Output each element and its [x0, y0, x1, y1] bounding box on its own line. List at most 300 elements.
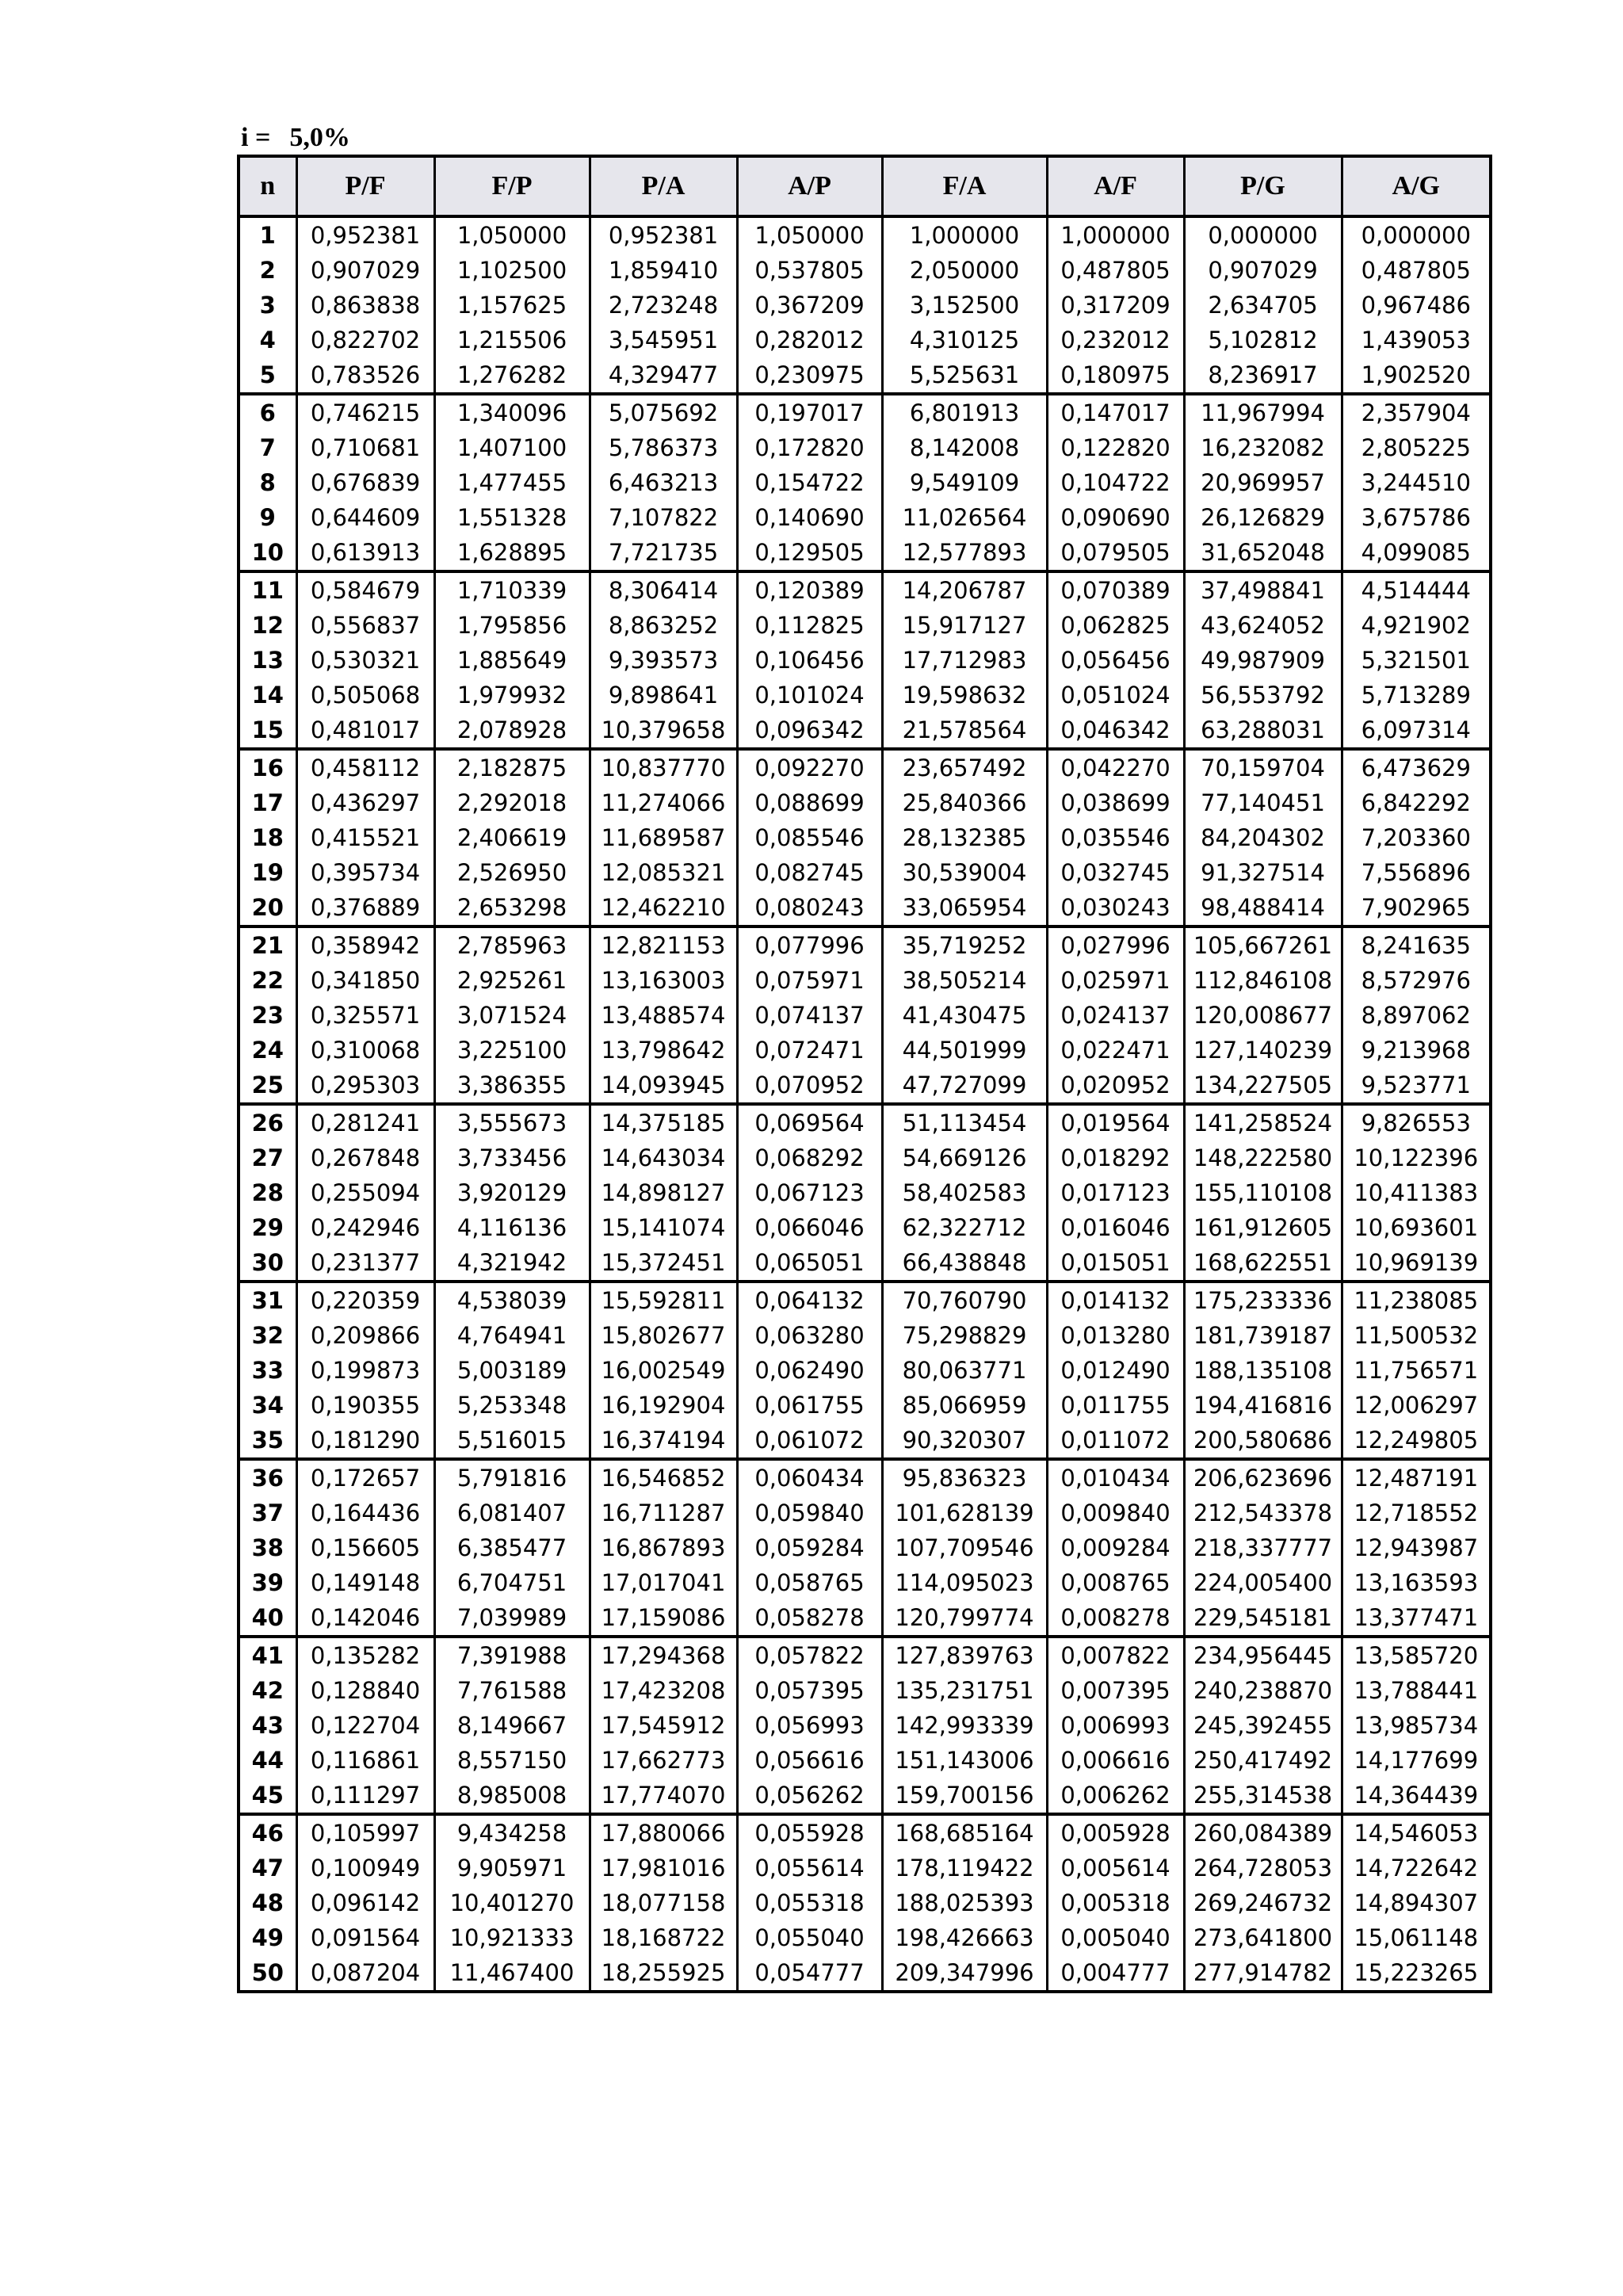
- period-cell: 41: [239, 1637, 296, 1673]
- factor-cell: 15,917127: [882, 608, 1047, 643]
- factor-cell: 15,141074: [590, 1210, 737, 1245]
- factor-cell: 0,281241: [296, 1104, 434, 1140]
- factor-cell: 5,102812: [1184, 323, 1342, 357]
- factor-cell: 168,622551: [1184, 1245, 1342, 1282]
- factor-cell: 0,317209: [1047, 288, 1184, 323]
- factor-cell: 11,467400: [434, 1955, 590, 1992]
- factor-cell: 0,056262: [737, 1778, 882, 1814]
- factor-cell: 112,846108: [1184, 963, 1342, 998]
- factor-cell: 12,577893: [882, 535, 1047, 571]
- period-cell: 27: [239, 1140, 296, 1175]
- factor-cell: 17,981016: [590, 1851, 737, 1885]
- table-row: [239, 608, 1491, 643]
- factor-cell: 0,020952: [1047, 1068, 1184, 1104]
- factor-cell: 1,859410: [590, 253, 737, 288]
- factor-cell: 0,068292: [737, 1140, 882, 1175]
- factor-cell: 0,070952: [737, 1068, 882, 1104]
- factor-cell: 134,227505: [1184, 1068, 1342, 1104]
- table-row: [239, 1955, 1491, 1992]
- column-header: A/F: [1047, 156, 1184, 216]
- period-cell: 8: [239, 465, 296, 500]
- period-cell: 17: [239, 785, 296, 820]
- factor-cell: 240,238870: [1184, 1673, 1342, 1708]
- factor-cell: 8,572976: [1342, 963, 1491, 998]
- factor-cell: 0,112825: [737, 608, 882, 643]
- factor-cell: 13,163593: [1342, 1565, 1491, 1600]
- factor-cell: 0,530321: [296, 643, 434, 678]
- factor-cell: 90,320307: [882, 1423, 1047, 1459]
- column-header: A/G: [1342, 156, 1491, 216]
- factor-cell: 8,863252: [590, 608, 737, 643]
- factor-cell: 5,713289: [1342, 678, 1491, 712]
- period-cell: 15: [239, 712, 296, 749]
- factor-cell: 8,241635: [1342, 926, 1491, 963]
- table-row: [239, 998, 1491, 1033]
- factor-cell: 12,006297: [1342, 1388, 1491, 1423]
- factor-cell: 62,322712: [882, 1210, 1047, 1245]
- table-row: [239, 820, 1491, 855]
- factor-cell: 188,135108: [1184, 1353, 1342, 1388]
- factor-cell: 206,623696: [1184, 1459, 1342, 1496]
- period-cell: 38: [239, 1530, 296, 1565]
- table-row: [239, 855, 1491, 890]
- factor-cell: 85,066959: [882, 1388, 1047, 1423]
- factor-cell: 0,907029: [296, 253, 434, 288]
- factor-cell: 0,058765: [737, 1565, 882, 1600]
- period-cell: 7: [239, 430, 296, 465]
- factor-cell: 19,598632: [882, 678, 1047, 712]
- period-cell: 46: [239, 1814, 296, 1851]
- factor-cell: 0,710681: [296, 430, 434, 465]
- period-cell: 34: [239, 1388, 296, 1423]
- period-cell: 19: [239, 855, 296, 890]
- table-row: [239, 1743, 1491, 1778]
- period-cell: 3: [239, 288, 296, 323]
- factor-cell: 0,009284: [1047, 1530, 1184, 1565]
- period-cell: 49: [239, 1920, 296, 1955]
- factor-cell: 1,157625: [434, 288, 590, 323]
- factor-cell: 2,078928: [434, 712, 590, 749]
- factor-cell: 23,657492: [882, 749, 1047, 785]
- table-row: [239, 712, 1491, 749]
- factor-cell: 6,801913: [882, 394, 1047, 430]
- factor-cell: 0,014132: [1047, 1282, 1184, 1318]
- factor-cell: 0,255094: [296, 1175, 434, 1210]
- factor-cell: 0,013280: [1047, 1318, 1184, 1353]
- factor-cell: 0,367209: [737, 288, 882, 323]
- factor-cell: 1,885649: [434, 643, 590, 678]
- factor-cell: 4,538039: [434, 1282, 590, 1318]
- factor-cell: 0,092270: [737, 749, 882, 785]
- factor-cell: 0,062825: [1047, 608, 1184, 643]
- table-row: [239, 394, 1491, 430]
- factor-cell: 0,147017: [1047, 394, 1184, 430]
- period-cell: 50: [239, 1955, 296, 1992]
- factor-cell: 0,085546: [737, 820, 882, 855]
- factor-cell: 0,952381: [296, 216, 434, 253]
- factor-cell: 2,634705: [1184, 288, 1342, 323]
- factor-cell: 12,943987: [1342, 1530, 1491, 1565]
- factor-cell: 14,364439: [1342, 1778, 1491, 1814]
- factor-cell: 11,756571: [1342, 1353, 1491, 1388]
- factor-cell: 7,203360: [1342, 820, 1491, 855]
- table-row: [239, 1140, 1491, 1175]
- column-header: P/G: [1184, 156, 1342, 216]
- table-row: [239, 1423, 1491, 1459]
- factor-cell: 15,802677: [590, 1318, 737, 1353]
- factor-cell: 0,105997: [296, 1814, 434, 1851]
- factor-cell: 0,096142: [296, 1885, 434, 1920]
- factor-cell: 0,436297: [296, 785, 434, 820]
- factor-cell: 224,005400: [1184, 1565, 1342, 1600]
- table-row: [239, 1459, 1491, 1496]
- factor-cell: 7,902965: [1342, 890, 1491, 926]
- factor-cell: 1,407100: [434, 430, 590, 465]
- table-row: [239, 749, 1491, 785]
- factor-cell: 14,894307: [1342, 1885, 1491, 1920]
- period-cell: 42: [239, 1673, 296, 1708]
- period-cell: 11: [239, 571, 296, 608]
- factor-cell: 4,764941: [434, 1318, 590, 1353]
- factor-cell: 2,653298: [434, 890, 590, 926]
- factor-cell: 5,321501: [1342, 643, 1491, 678]
- interest-factor-table: [237, 155, 1492, 1993]
- factor-cell: 0,000000: [1184, 216, 1342, 253]
- factor-cell: 28,132385: [882, 820, 1047, 855]
- table-row: [239, 1068, 1491, 1104]
- factor-cell: 2,925261: [434, 963, 590, 998]
- factor-cell: 0,007395: [1047, 1673, 1184, 1708]
- factor-cell: 1,050000: [737, 216, 882, 253]
- period-cell: 36: [239, 1459, 296, 1496]
- factor-cell: 0,822702: [296, 323, 434, 357]
- rate-symbol: i =: [241, 123, 271, 152]
- factor-cell: 2,182875: [434, 749, 590, 785]
- factor-cell: 11,026564: [882, 500, 1047, 535]
- factor-cell: 3,555673: [434, 1104, 590, 1140]
- table-row: [239, 1496, 1491, 1530]
- period-cell: 32: [239, 1318, 296, 1353]
- factor-cell: 0,100949: [296, 1851, 434, 1885]
- table-row: [239, 1851, 1491, 1885]
- factor-cell: 0,027996: [1047, 926, 1184, 963]
- factor-cell: 3,152500: [882, 288, 1047, 323]
- factor-cell: 0,180975: [1047, 357, 1184, 394]
- factor-cell: 17,662773: [590, 1743, 737, 1778]
- period-cell: 20: [239, 890, 296, 926]
- factor-cell: 0,154722: [737, 465, 882, 500]
- factor-cell: 0,190355: [296, 1388, 434, 1423]
- table-row: [239, 1530, 1491, 1565]
- factor-cell: 107,709546: [882, 1530, 1047, 1565]
- table-row: [239, 1175, 1491, 1210]
- factor-cell: 0,863838: [296, 288, 434, 323]
- table-row: [239, 963, 1491, 998]
- factor-cell: 95,836323: [882, 1459, 1047, 1496]
- factor-cell: 6,463213: [590, 465, 737, 500]
- factor-cell: 0,295303: [296, 1068, 434, 1104]
- factor-cell: 18,255925: [590, 1955, 737, 1992]
- factor-cell: 8,306414: [590, 571, 737, 608]
- factor-cell: 0,199873: [296, 1353, 434, 1388]
- factor-cell: 0,142046: [296, 1600, 434, 1637]
- factor-cell: 188,025393: [882, 1885, 1047, 1920]
- factor-cell: 16,002549: [590, 1353, 737, 1388]
- factor-cell: 0,231377: [296, 1245, 434, 1282]
- factor-cell: 194,416816: [1184, 1388, 1342, 1423]
- factor-cell: 0,061072: [737, 1423, 882, 1459]
- factor-cell: 17,423208: [590, 1673, 737, 1708]
- factor-cell: 43,624052: [1184, 608, 1342, 643]
- factor-cell: 0,129505: [737, 535, 882, 571]
- period-cell: 43: [239, 1708, 296, 1743]
- factor-cell: 0,116861: [296, 1743, 434, 1778]
- factor-cell: 0,022471: [1047, 1033, 1184, 1068]
- factor-cell: 0,006262: [1047, 1778, 1184, 1814]
- factor-cell: 56,553792: [1184, 678, 1342, 712]
- table-row: [239, 357, 1491, 394]
- factor-cell: 14,643034: [590, 1140, 737, 1175]
- factor-cell: 54,669126: [882, 1140, 1047, 1175]
- factor-cell: 5,786373: [590, 430, 737, 465]
- factor-cell: 9,898641: [590, 678, 737, 712]
- factor-cell: 0,008278: [1047, 1600, 1184, 1637]
- factor-cell: 178,119422: [882, 1851, 1047, 1885]
- factor-cell: 8,142008: [882, 430, 1047, 465]
- factor-cell: 114,095023: [882, 1565, 1047, 1600]
- factor-cell: 0,128840: [296, 1673, 434, 1708]
- factor-cell: 0,087204: [296, 1955, 434, 1992]
- factor-cell: 0,019564: [1047, 1104, 1184, 1140]
- factor-cell: 0,074137: [737, 998, 882, 1033]
- factor-cell: 0,005318: [1047, 1885, 1184, 1920]
- factor-cell: 0,015051: [1047, 1245, 1184, 1282]
- factor-cell: 9,523771: [1342, 1068, 1491, 1104]
- factor-cell: 0,025971: [1047, 963, 1184, 998]
- factor-cell: 209,347996: [882, 1955, 1047, 1992]
- factor-cell: 6,473629: [1342, 749, 1491, 785]
- factor-cell: 35,719252: [882, 926, 1047, 963]
- factor-cell: 1,102500: [434, 253, 590, 288]
- factor-cell: 7,391988: [434, 1637, 590, 1673]
- factor-cell: 175,233336: [1184, 1282, 1342, 1318]
- factor-cell: 0,006993: [1047, 1708, 1184, 1743]
- factor-cell: 1,551328: [434, 500, 590, 535]
- factor-cell: 9,826553: [1342, 1104, 1491, 1140]
- factor-cell: 2,805225: [1342, 430, 1491, 465]
- table-row: [239, 535, 1491, 571]
- factor-cell: 0,120389: [737, 571, 882, 608]
- factor-cell: 16,232082: [1184, 430, 1342, 465]
- column-header: P/F: [296, 156, 434, 216]
- period-cell: 6: [239, 394, 296, 430]
- factor-cell: 16,546852: [590, 1459, 737, 1496]
- table-row: [239, 1210, 1491, 1245]
- factor-cell: 10,379658: [590, 712, 737, 749]
- factor-cell: 26,126829: [1184, 500, 1342, 535]
- table-row: [239, 1885, 1491, 1920]
- factor-cell: 38,505214: [882, 963, 1047, 998]
- factor-cell: 0,122704: [296, 1708, 434, 1743]
- period-cell: 37: [239, 1496, 296, 1530]
- factor-cell: 1,979932: [434, 678, 590, 712]
- factor-cell: 0,267848: [296, 1140, 434, 1175]
- factor-cell: 0,140690: [737, 500, 882, 535]
- factor-cell: 0,079505: [1047, 535, 1184, 571]
- period-cell: 29: [239, 1210, 296, 1245]
- factor-cell: 0,101024: [737, 678, 882, 712]
- factor-cell: 3,545951: [590, 323, 737, 357]
- factor-cell: 0,062490: [737, 1353, 882, 1388]
- factor-cell: 16,711287: [590, 1496, 737, 1530]
- factor-cell: 16,867893: [590, 1530, 737, 1565]
- period-cell: 13: [239, 643, 296, 678]
- factor-cell: 8,236917: [1184, 357, 1342, 394]
- table-row: [239, 430, 1491, 465]
- factor-cell: 0,005928: [1047, 1814, 1184, 1851]
- factor-cell: 264,728053: [1184, 1851, 1342, 1885]
- factor-cell: 13,788441: [1342, 1673, 1491, 1708]
- factor-cell: 11,238085: [1342, 1282, 1491, 1318]
- period-cell: 28: [239, 1175, 296, 1210]
- factor-cell: 6,081407: [434, 1496, 590, 1530]
- factor-cell: 37,498841: [1184, 571, 1342, 608]
- factor-cell: 0,018292: [1047, 1140, 1184, 1175]
- column-header: F/P: [434, 156, 590, 216]
- factor-cell: 1,902520: [1342, 357, 1491, 394]
- factor-cell: 245,392455: [1184, 1708, 1342, 1743]
- factor-cell: 234,956445: [1184, 1637, 1342, 1673]
- factor-cell: 0,055614: [737, 1851, 882, 1885]
- table-row: [239, 1245, 1491, 1282]
- factor-cell: 181,739187: [1184, 1318, 1342, 1353]
- factor-cell: 25,840366: [882, 785, 1047, 820]
- factor-cell: 20,969957: [1184, 465, 1342, 500]
- factor-cell: 0,077996: [737, 926, 882, 963]
- period-cell: 35: [239, 1423, 296, 1459]
- factor-cell: 0,088699: [737, 785, 882, 820]
- factor-cell: 0,220359: [296, 1282, 434, 1318]
- factor-cell: 0,057395: [737, 1673, 882, 1708]
- factor-cell: 18,077158: [590, 1885, 737, 1920]
- table-row: [239, 1814, 1491, 1851]
- factor-cell: 5,516015: [434, 1423, 590, 1459]
- factor-cell: 9,393573: [590, 643, 737, 678]
- factor-cell: 250,417492: [1184, 1743, 1342, 1778]
- period-cell: 24: [239, 1033, 296, 1068]
- factor-cell: 66,438848: [882, 1245, 1047, 1282]
- factor-cell: 0,091564: [296, 1920, 434, 1955]
- factor-cell: 4,099085: [1342, 535, 1491, 571]
- factor-cell: 0,481017: [296, 712, 434, 749]
- factor-cell: 0,009840: [1047, 1496, 1184, 1530]
- factor-cell: 7,761588: [434, 1673, 590, 1708]
- factor-cell: 0,310068: [296, 1033, 434, 1068]
- factor-cell: 8,149667: [434, 1708, 590, 1743]
- factor-cell: 9,549109: [882, 465, 1047, 500]
- period-cell: 33: [239, 1353, 296, 1388]
- factor-cell: 10,837770: [590, 749, 737, 785]
- factor-cell: 273,641800: [1184, 1920, 1342, 1955]
- factor-cell: 0,907029: [1184, 253, 1342, 288]
- period-cell: 18: [239, 820, 296, 855]
- factor-cell: 5,075692: [590, 394, 737, 430]
- factor-cell: 0,644609: [296, 500, 434, 535]
- factor-cell: 168,685164: [882, 1814, 1047, 1851]
- table-row: [239, 1104, 1491, 1140]
- factor-cell: 120,008677: [1184, 998, 1342, 1033]
- factor-cell: 155,110108: [1184, 1175, 1342, 1210]
- factor-cell: 1,439053: [1342, 323, 1491, 357]
- table-row: [239, 1318, 1491, 1353]
- factor-cell: 6,097314: [1342, 712, 1491, 749]
- factor-cell: 0,082745: [737, 855, 882, 890]
- factor-cell: 10,401270: [434, 1885, 590, 1920]
- factor-cell: 1,050000: [434, 216, 590, 253]
- factor-cell: 0,055318: [737, 1885, 882, 1920]
- factor-cell: 0,010434: [1047, 1459, 1184, 1496]
- table-row: [239, 1708, 1491, 1743]
- factor-cell: 142,993339: [882, 1708, 1047, 1743]
- factor-cell: 58,402583: [882, 1175, 1047, 1210]
- factor-cell: 0,181290: [296, 1423, 434, 1459]
- factor-cell: 0,282012: [737, 323, 882, 357]
- period-cell: 10: [239, 535, 296, 571]
- period-cell: 9: [239, 500, 296, 535]
- factor-cell: 3,225100: [434, 1033, 590, 1068]
- factor-cell: 2,526950: [434, 855, 590, 890]
- column-header: A/P: [737, 156, 882, 216]
- factor-cell: 0,012490: [1047, 1353, 1184, 1388]
- factor-cell: 12,718552: [1342, 1496, 1491, 1530]
- factor-cell: 0,051024: [1047, 678, 1184, 712]
- factor-cell: 10,411383: [1342, 1175, 1491, 1210]
- factor-cell: 2,723248: [590, 288, 737, 323]
- factor-cell: 4,321942: [434, 1245, 590, 1282]
- period-cell: 22: [239, 963, 296, 998]
- factor-cell: 0,038699: [1047, 785, 1184, 820]
- factor-cell: 3,920129: [434, 1175, 590, 1210]
- period-cell: 4: [239, 323, 296, 357]
- factor-cell: 14,206787: [882, 571, 1047, 608]
- factor-cell: 229,545181: [1184, 1600, 1342, 1637]
- table-row: [239, 288, 1491, 323]
- factor-cell: 0,066046: [737, 1210, 882, 1245]
- factor-cell: 159,700156: [882, 1778, 1047, 1814]
- factor-cell: 0,556837: [296, 608, 434, 643]
- factor-cell: 3,386355: [434, 1068, 590, 1104]
- factor-cell: 0,055928: [737, 1814, 882, 1851]
- period-cell: 12: [239, 608, 296, 643]
- factor-cell: 0,197017: [737, 394, 882, 430]
- factor-cell: 0,537805: [737, 253, 882, 288]
- period-cell: 30: [239, 1245, 296, 1282]
- interest-rate-label: [241, 122, 350, 154]
- factor-cell: 6,704751: [434, 1565, 590, 1600]
- factor-cell: 0,005614: [1047, 1851, 1184, 1885]
- factor-cell: 1,710339: [434, 571, 590, 608]
- factor-cell: 3,071524: [434, 998, 590, 1033]
- factor-cell: 15,372451: [590, 1245, 737, 1282]
- factor-cell: 0,054777: [737, 1955, 882, 1992]
- factor-cell: 0,232012: [1047, 323, 1184, 357]
- table-row: [239, 926, 1491, 963]
- factor-cell: 0,063280: [737, 1318, 882, 1353]
- factor-cell: 0,090690: [1047, 500, 1184, 535]
- factor-cell: 51,113454: [882, 1104, 1047, 1140]
- factor-cell: 10,693601: [1342, 1210, 1491, 1245]
- factor-cell: 0,056616: [737, 1743, 882, 1778]
